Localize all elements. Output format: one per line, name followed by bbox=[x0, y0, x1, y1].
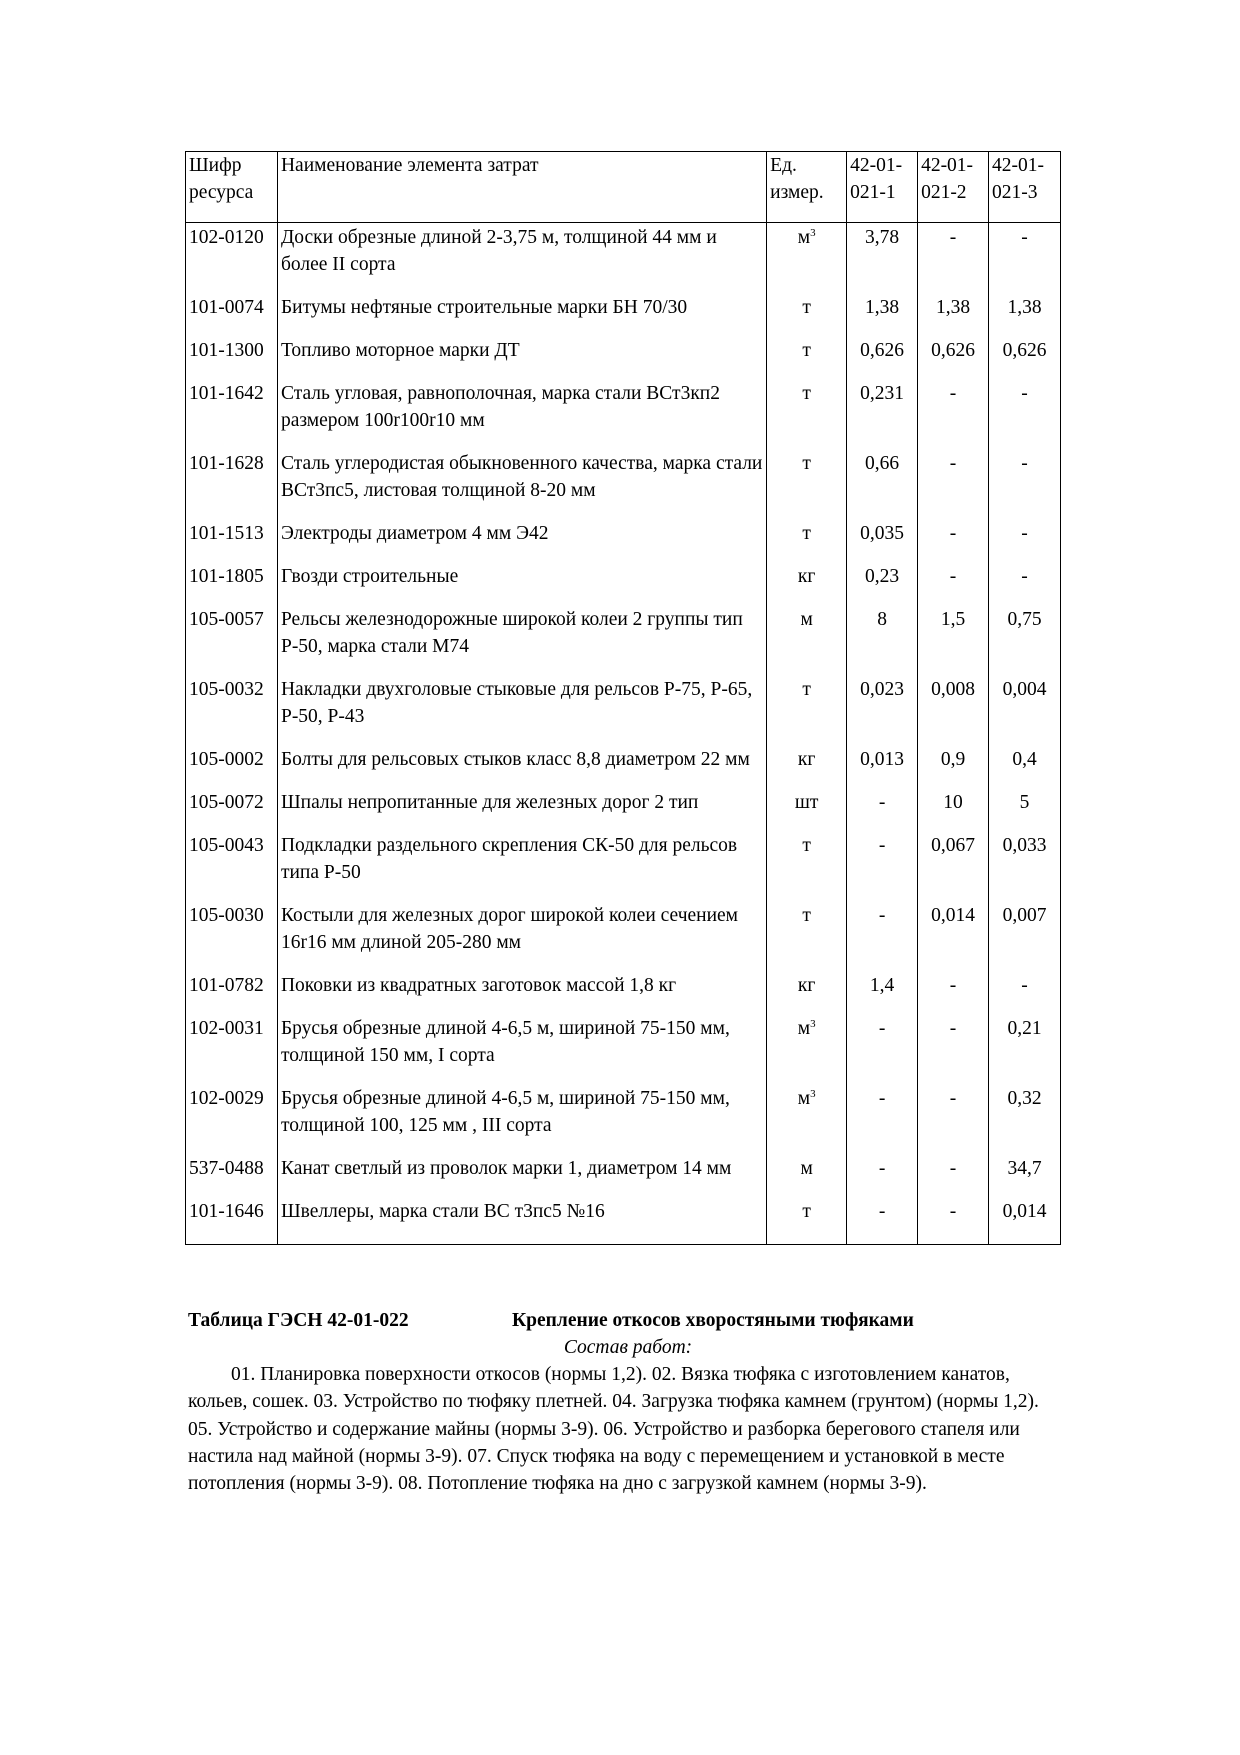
table-row bbox=[186, 902, 1061, 972]
header-code: Шифр ресурса bbox=[186, 152, 278, 223]
value-col-2-cell: - bbox=[918, 380, 989, 450]
value-col-2-cell: 1,5 bbox=[918, 606, 989, 676]
value-col-2-cell: - bbox=[918, 1015, 989, 1085]
table-row bbox=[186, 563, 1061, 606]
unit-cell: т bbox=[767, 294, 847, 337]
resource-code-cell: 105-0030 bbox=[186, 902, 278, 972]
value-col-1-cell: 0,023 bbox=[847, 676, 918, 746]
value-col-1-cell: 0,66 bbox=[847, 450, 918, 520]
value-col-2-cell: - bbox=[918, 520, 989, 563]
unit-cell: т bbox=[767, 832, 847, 902]
value-col-2-cell: - bbox=[918, 223, 989, 295]
resource-name-cell: Канат светлый из проволок марки 1, диаметром 14 мм bbox=[277, 1155, 766, 1198]
value-col-1-cell: 8 bbox=[847, 606, 918, 676]
resource-name-cell: Сталь угловая, равнополочная, марка стали ВСт3кп2 размером 100r100r10 мм bbox=[277, 380, 766, 450]
resource-code-cell: 101-1513 bbox=[186, 520, 278, 563]
value-col-2-cell: - bbox=[918, 1085, 989, 1155]
resource-code-cell: 101-1646 bbox=[186, 1198, 278, 1245]
table-row bbox=[186, 1085, 1061, 1155]
table-id: Таблица ГЭСН 42-01-022 bbox=[188, 1310, 409, 1331]
table-row bbox=[186, 789, 1061, 832]
value-col-1-cell: - bbox=[847, 902, 918, 972]
table-row bbox=[186, 294, 1061, 337]
table-row bbox=[186, 1198, 1061, 1245]
resource-name-cell: Брусья обрезные длиной 4-6,5 м, шириной 75-150 мм, толщиной 150 мм, I сорта bbox=[277, 1015, 766, 1085]
resource-code-cell: 102-0031 bbox=[186, 1015, 278, 1085]
value-col-3-cell: 34,7 bbox=[989, 1155, 1061, 1198]
resource-name-cell: Сталь углеродистая обыкновенного качества, марка стали ВСт3пс5, листовая толщиной 8-20 мм bbox=[277, 450, 766, 520]
value-col-2-cell: 0,014 bbox=[918, 902, 989, 972]
unit-cell: м bbox=[767, 606, 847, 676]
value-col-2-cell: 0,008 bbox=[918, 676, 989, 746]
value-col-2-cell: 0,067 bbox=[918, 832, 989, 902]
value-col-3-cell: - bbox=[989, 520, 1061, 563]
resource-name-cell: Шпалы непропитанные для железных дорог 2 тип bbox=[277, 789, 766, 832]
value-col-3-cell: - bbox=[989, 380, 1061, 450]
header-col-3: 42-01-021-3 bbox=[989, 152, 1061, 223]
table-row bbox=[186, 606, 1061, 676]
resource-name-cell: Доски обрезные длиной 2-3,75 м, толщиной 44 мм и более II сорта bbox=[277, 223, 766, 295]
value-col-3-cell: - bbox=[989, 972, 1061, 1015]
resource-name-cell: Гвозди строительные bbox=[277, 563, 766, 606]
value-col-3-cell: 0,033 bbox=[989, 832, 1061, 902]
unit-cell: т bbox=[767, 337, 847, 380]
value-col-1-cell: - bbox=[847, 1015, 918, 1085]
unit-cell: $м^3$ bbox=[767, 1085, 847, 1155]
value-col-1-cell: 0,231 bbox=[847, 380, 918, 450]
resource-name-cell: Электроды диаметром 4 мм Э42 bbox=[277, 520, 766, 563]
resource-name-cell: Брусья обрезные длиной 4-6,5 м, шириной 75-150 мм, толщиной 100, 125 мм , III сорта bbox=[277, 1085, 766, 1155]
table-body bbox=[186, 223, 1061, 1245]
table-row bbox=[186, 1155, 1061, 1198]
value-col-1-cell: 0,035 bbox=[847, 520, 918, 563]
section-title: Крепление откосов хворостяными тюфяками bbox=[512, 1310, 914, 1331]
value-col-3-cell: 0,007 bbox=[989, 902, 1061, 972]
unit-cell: $м^3$ bbox=[767, 223, 847, 295]
resource-name-cell: Подкладки раздельного скрепления СК-50 для рельсов типа Р-50 bbox=[277, 832, 766, 902]
header-col-1: 42-01-021-1 bbox=[847, 152, 918, 223]
unit-cell: $м^3$ bbox=[767, 1015, 847, 1085]
value-col-3-cell: 0,21 bbox=[989, 1015, 1061, 1085]
value-col-1-cell: - bbox=[847, 832, 918, 902]
table-row bbox=[186, 223, 1061, 295]
unit-cell: кг bbox=[767, 746, 847, 789]
value-col-2-cell: - bbox=[918, 563, 989, 606]
resource-name-cell: Рельсы железнодорожные широкой колеи 2 группы тип Р-50, марка стали М74 bbox=[277, 606, 766, 676]
value-col-1-cell: 0,626 bbox=[847, 337, 918, 380]
value-col-3-cell: - bbox=[989, 450, 1061, 520]
resource-code-cell: 101-1628 bbox=[186, 450, 278, 520]
unit-cell: кг bbox=[767, 972, 847, 1015]
resource-name-cell: Поковки из квадратных заготовок массой 1,8 кг bbox=[277, 972, 766, 1015]
resource-name-cell: Болты для рельсовых стыков класс 8,8 диаметром 22 мм bbox=[277, 746, 766, 789]
value-col-1-cell: - bbox=[847, 1085, 918, 1155]
value-col-1-cell: 0,013 bbox=[847, 746, 918, 789]
value-col-2-cell: 0,626 bbox=[918, 337, 989, 380]
unit-cell: т bbox=[767, 450, 847, 520]
resource-code-cell: 102-0029 bbox=[186, 1085, 278, 1155]
resource-code-cell: 101-1300 bbox=[186, 337, 278, 380]
resources-table bbox=[185, 151, 1061, 1245]
unit-cell: т bbox=[767, 380, 847, 450]
resource-code-cell: 101-1642 bbox=[186, 380, 278, 450]
unit-cell: т bbox=[767, 676, 847, 746]
table-row bbox=[186, 520, 1061, 563]
unit-cell: т bbox=[767, 1198, 847, 1245]
value-col-2-cell: - bbox=[918, 1155, 989, 1198]
value-col-3-cell: 0,004 bbox=[989, 676, 1061, 746]
composition-heading: Состав работ: bbox=[563, 1337, 693, 1358]
value-col-1-cell: 3,78 bbox=[847, 223, 918, 295]
value-col-2-cell: 1,38 bbox=[918, 294, 989, 337]
composition-text: 01. Планировка поверхности откосов (нормы 1,2). 02. Вязка тюфяка с изготовлением канатов, кольев, сошек. 03. Устройство по тюфяку плетней. 04. Загрузка тюфяка камнем (грунтом) (нормы 1,2). 05. Устройство и содержание майны (нормы 3-9). 06. Устройство и разборка берегового стапеля или настила над майной (нормы 3-9). 07. Спуск тюфяка на воду с перемещением и установкой в месте потопления (нормы 3-9). 08. Потопление тюфяка на дно с загрузкой камнем (нормы 3-9). bbox=[188, 1364, 1039, 1495]
value-col-2-cell: - bbox=[918, 1198, 989, 1245]
value-col-1-cell: - bbox=[847, 1198, 918, 1245]
value-col-3-cell: 5 bbox=[989, 789, 1061, 832]
value-col-3-cell: 0,014 bbox=[989, 1198, 1061, 1245]
value-col-2-cell: - bbox=[918, 972, 989, 1015]
header-col-2: 42-01-021-2 bbox=[918, 152, 989, 223]
table-header-row bbox=[186, 152, 1061, 223]
resource-name-cell: Швеллеры, марка стали ВС т3пс5 №16 bbox=[277, 1198, 766, 1245]
unit-cell: шт bbox=[767, 789, 847, 832]
value-col-3-cell: 0,626 bbox=[989, 337, 1061, 380]
resource-name-cell: Топливо моторное марки ДТ bbox=[277, 337, 766, 380]
value-col-1-cell: - bbox=[847, 789, 918, 832]
value-col-1-cell: 1,38 bbox=[847, 294, 918, 337]
header-unit: Ед. измер. bbox=[767, 152, 847, 223]
resource-code-cell: 105-0032 bbox=[186, 676, 278, 746]
header-name: Наименование элемента затрат bbox=[277, 152, 766, 223]
resource-code-cell: 102-0120 bbox=[186, 223, 278, 295]
table-row bbox=[186, 746, 1061, 789]
resource-code-cell: 105-0043 bbox=[186, 832, 278, 902]
table-row bbox=[186, 337, 1061, 380]
value-col-3-cell: - bbox=[989, 563, 1061, 606]
resource-code-cell: 105-0002 bbox=[186, 746, 278, 789]
table-row bbox=[186, 380, 1061, 450]
unit-cell: м bbox=[767, 1155, 847, 1198]
value-col-3-cell: 0,75 bbox=[989, 606, 1061, 676]
table-row bbox=[186, 450, 1061, 520]
value-col-3-cell: 0,32 bbox=[989, 1085, 1061, 1155]
resource-code-cell: 101-0782 bbox=[186, 972, 278, 1015]
value-col-2-cell: 0,9 bbox=[918, 746, 989, 789]
value-col-3-cell: 1,38 bbox=[989, 294, 1061, 337]
unit-cell: т bbox=[767, 520, 847, 563]
table-row bbox=[186, 1015, 1061, 1085]
table-row bbox=[186, 676, 1061, 746]
resource-name-cell: Костыли для железных дорог широкой колеи сечением 16r16 мм длиной 205-280 мм bbox=[277, 902, 766, 972]
table-row bbox=[186, 972, 1061, 1015]
value-col-3-cell: 0,4 bbox=[989, 746, 1061, 789]
resource-name-cell: Битумы нефтяные строительные марки БН 70/30 bbox=[277, 294, 766, 337]
value-col-3-cell: - bbox=[989, 223, 1061, 295]
value-col-1-cell: 1,4 bbox=[847, 972, 918, 1015]
value-col-1-cell: 0,23 bbox=[847, 563, 918, 606]
resource-code-cell: 101-0074 bbox=[186, 294, 278, 337]
resource-code-cell: 105-0057 bbox=[186, 606, 278, 676]
resource-code-cell: 105-0072 bbox=[186, 789, 278, 832]
unit-cell: т bbox=[767, 902, 847, 972]
value-col-2-cell: - bbox=[918, 450, 989, 520]
resource-name-cell: Накладки двухголовые стыковые для рельсов Р-75, Р-65, Р-50, Р-43 bbox=[277, 676, 766, 746]
table-row bbox=[186, 832, 1061, 902]
unit-cell: кг bbox=[767, 563, 847, 606]
resource-code-cell: 101-1805 bbox=[186, 563, 278, 606]
value-col-1-cell: - bbox=[847, 1155, 918, 1198]
value-col-2-cell: 10 bbox=[918, 789, 989, 832]
resource-code-cell: 537-0488 bbox=[186, 1155, 278, 1198]
